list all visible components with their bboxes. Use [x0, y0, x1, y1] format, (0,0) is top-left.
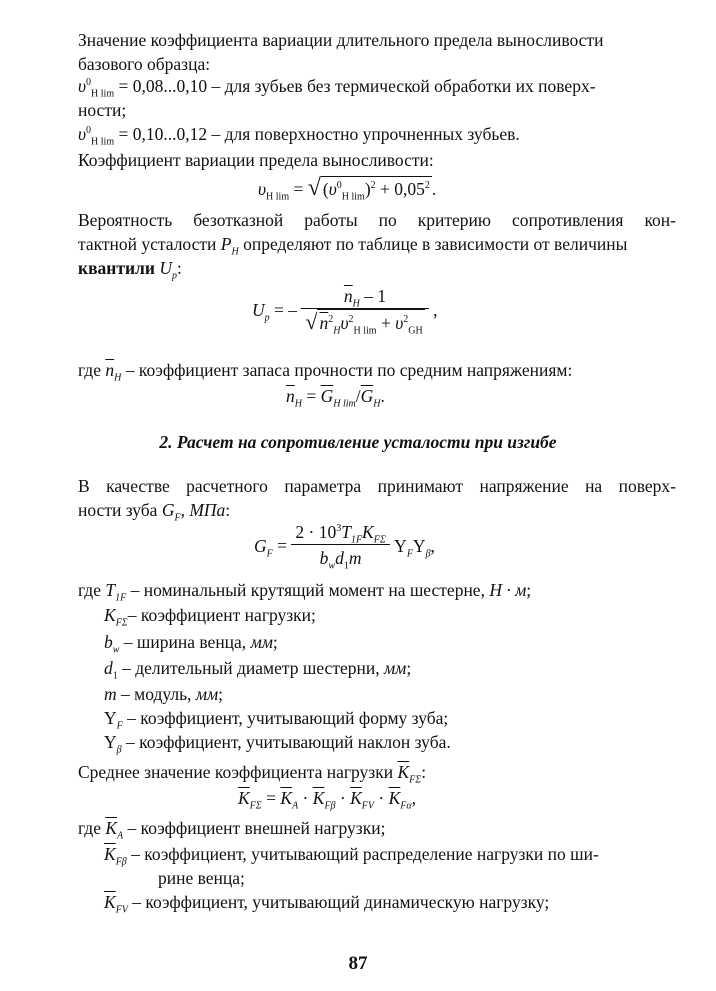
text-line: Среднее значение коэффициента нагрузки $\overline{K}_{F\Sigma}$:: [78, 762, 427, 786]
text-line: $Y_\beta$ – коэффициент, учитывающий наклон зуба.: [104, 732, 451, 756]
text-line: базового образца:: [78, 54, 211, 74]
text-line: $\overline{K}_{FV}$ – коэффициент, учитывающий динамическую нагрузку;: [104, 892, 550, 916]
formula-quantile: $U_p$ = – $\frac{\overline{n}_H - 1}{√ n^2_H\upsilon^2_{H lim} + \upsilon^2_{GH}}$ ,: [252, 286, 438, 337]
text-line: $Y_F$ – коэффициент, учитывающий форму зуба;: [104, 708, 449, 732]
text-line: рине венца;: [158, 868, 245, 888]
text-line: Значение коэффициента вариации длительного предела выносливости: [78, 30, 604, 50]
text-line: где $\overline{K}_A$ – коэффициент внешней нагрузки;: [78, 818, 386, 842]
page-number: 87: [348, 953, 368, 974]
text-line: $d_1$ – делительный диаметр шестерни, мм;: [104, 658, 412, 682]
formula-variation: $\upsilon_{H lim}$ = √ $(\upsilon^0_{H lim})^2 + 0,05^2$ .: [258, 175, 437, 203]
text-line: Коэффициент вариации предела выносливости:: [78, 150, 434, 170]
text-line: где $\overline{n}_H$ – коэффициент запаса прочности по средним напряжениям:: [78, 360, 573, 384]
text-line: $\upsilon^0_{H lim} = 0,10...0,12$ – для поверхностно упрочненных зубьев.: [78, 124, 520, 148]
formula-bending-stress: $G_F$ = $\frac{2 \cdot 10^3T_{1F}K_{F\Sigma}}{b_wd_1m}$ $Y_FY_\beta$,: [254, 522, 435, 572]
text-line: $\overline{K}_{F\beta}$ – коэффициент, учитывающий распределение нагрузки по ши-: [104, 844, 599, 868]
text-line: где $T_{1F}$ – номинальный крутящий момент на шестерне, Н · м;: [78, 580, 532, 604]
text-line: m – модуль, мм;: [104, 684, 224, 704]
text-line: Вероятность безотказной работы по критерию сопротивления кон-: [78, 210, 676, 230]
formula-load-factor: $\overline{K}_{F\Sigma} = \overline{K}_A \cdot \overline{K}_{F\beta} \cdot \overline{K}_{FV} \cdot \overline{K}_{F\alpha}$,: [238, 788, 417, 812]
text-line: ности зуба $G_F$, МПа:: [78, 500, 231, 524]
text-line: тактной усталости $P_H$ определяют по таблице в зависимости от величины: [78, 234, 628, 258]
text-line: квантили $U_p$:: [78, 258, 182, 282]
text-line: В качестве расчетного параметра принимают напряжение на поверх-: [78, 476, 676, 496]
text-line: $\upsilon^0_{H lim} = 0,08...0,10$ – для зубьев без термической обработки их поверх-: [78, 76, 596, 100]
text-line: $b_w$ – ширина венца, мм;: [104, 632, 278, 656]
formula-safety: $\overline{n}_H = \overline{G}_{H lim}/\overline{G}_H$.: [286, 386, 385, 410]
text-line: ности;: [78, 100, 127, 120]
section-heading: 2. Расчет на сопротивление усталости при изгибе: [159, 432, 557, 452]
text-line: $K_{F\Sigma}-$ коэффициент нагрузки;: [104, 605, 316, 629]
